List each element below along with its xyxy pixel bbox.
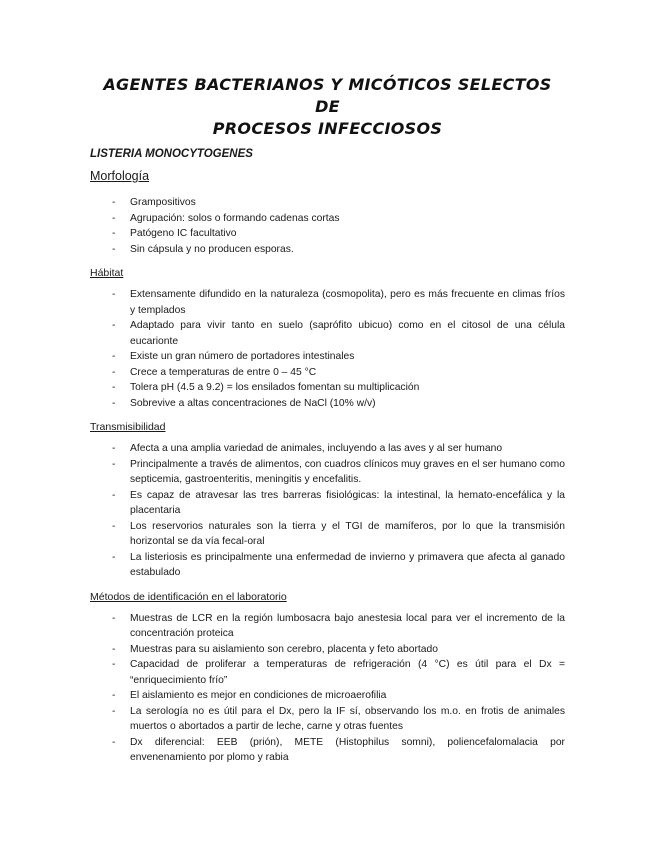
title-line-2: PROCESOS INFECCIOSOS: [212, 119, 443, 138]
list-item: - Es capaz de atravesar las tres barreras fisiológicas: la intestinal, la hemato-encefálica y la placentaria: [90, 488, 565, 519]
list-item: - El aislamiento es mejor en condiciones de microaerofilia: [90, 688, 565, 704]
list-item: - Muestras de LCR en la región lumbosacra bajo anestesia local para ver el incremento de la concentración proteica: [90, 611, 565, 642]
list-item: - Patógeno IC facultativo: [90, 226, 565, 242]
list-transmisibilidad: [90, 441, 565, 581]
heading-transmisibilidad: Transmisibilidad: [90, 421, 166, 433]
list-item: - Sobrevive a altas concentraciones de NaCl (10% w/v): [90, 396, 565, 412]
list-item: - Los reservorios naturales son la tierra y el TGI de mamíferos, por lo que la transmisión horizontal se da vía fecal-oral: [90, 519, 565, 550]
list-morfologia: [90, 195, 565, 257]
list-item: - La listeriosis es principalmente una enfermedad de invierno y primavera que afecta al ganado estabulado: [90, 550, 565, 581]
list-item: - Extensamente difundido en la naturaleza (cosmopolita), pero es más frecuente en climas fríos y templados: [90, 287, 565, 318]
list-item: - Existe un gran número de portadores intestinales: [90, 349, 565, 365]
list-item: - Muestras para su aislamiento son cerebro, placenta y feto abortado: [90, 642, 565, 658]
list-item: - Agrupación: solos o formando cadenas cortas: [90, 211, 565, 227]
section-habitat: [90, 267, 565, 411]
list-item: - Dx diferencial: EEB (prión), METE (Histophilus somni), poliencefalomalacia por envenenamiento por plomo y rabia: [90, 735, 565, 766]
list-item: - Crece a temperaturas de entre 0 – 45 °C: [90, 365, 565, 381]
list-item: - Adaptado para vivir tanto en suelo (saprófito ubicuo) como en el citosol de una célula eucarionte: [90, 318, 565, 349]
document-title: [90, 74, 565, 140]
heading-morfologia: Morfología: [90, 169, 150, 183]
list-item: - Capacidad de proliferar a temperaturas de refrigeración (4 °C) es útil para el Dx = “enriquecimiento frío”: [90, 657, 565, 688]
section-morfologia: [90, 169, 565, 257]
list-item: - Principalmente a través de alimentos, con cuadros clínicos muy graves en el ser humano como septicemia, gastroenteritis, meningitis y encefalitis.: [90, 457, 565, 488]
list-item: - Tolera pH (4.5 a 9.2) = los ensilados fomentan su multiplicación: [90, 380, 565, 396]
list-item: - Sin cápsula y no producen esporas.: [90, 242, 565, 258]
organism-name: LISTERIA MONOCYTOGENES: [90, 148, 253, 160]
list-habitat: [90, 287, 565, 411]
list-metodos: [90, 611, 565, 766]
list-item: - Afecta a una amplia variedad de animales, incluyendo a las aves y al ser humano: [90, 441, 565, 457]
title-line-1: AGENTES BACTERIANOS Y MICÓTICOS SELECTOS DE: [103, 75, 552, 116]
heading-habitat: Hábitat: [90, 267, 124, 279]
list-item: - La serología no es útil para el Dx, pero la IF sí, observando los m.o. en frotis de animales muertos o abortados a partir de leche, carne y otras fuentes: [90, 704, 565, 735]
section-transmisibilidad: [90, 421, 565, 581]
heading-metodos: Métodos de identificación en el laboratorio: [90, 590, 287, 603]
section-metodos: [90, 591, 565, 766]
list-item: - Grampositivos: [90, 195, 565, 211]
